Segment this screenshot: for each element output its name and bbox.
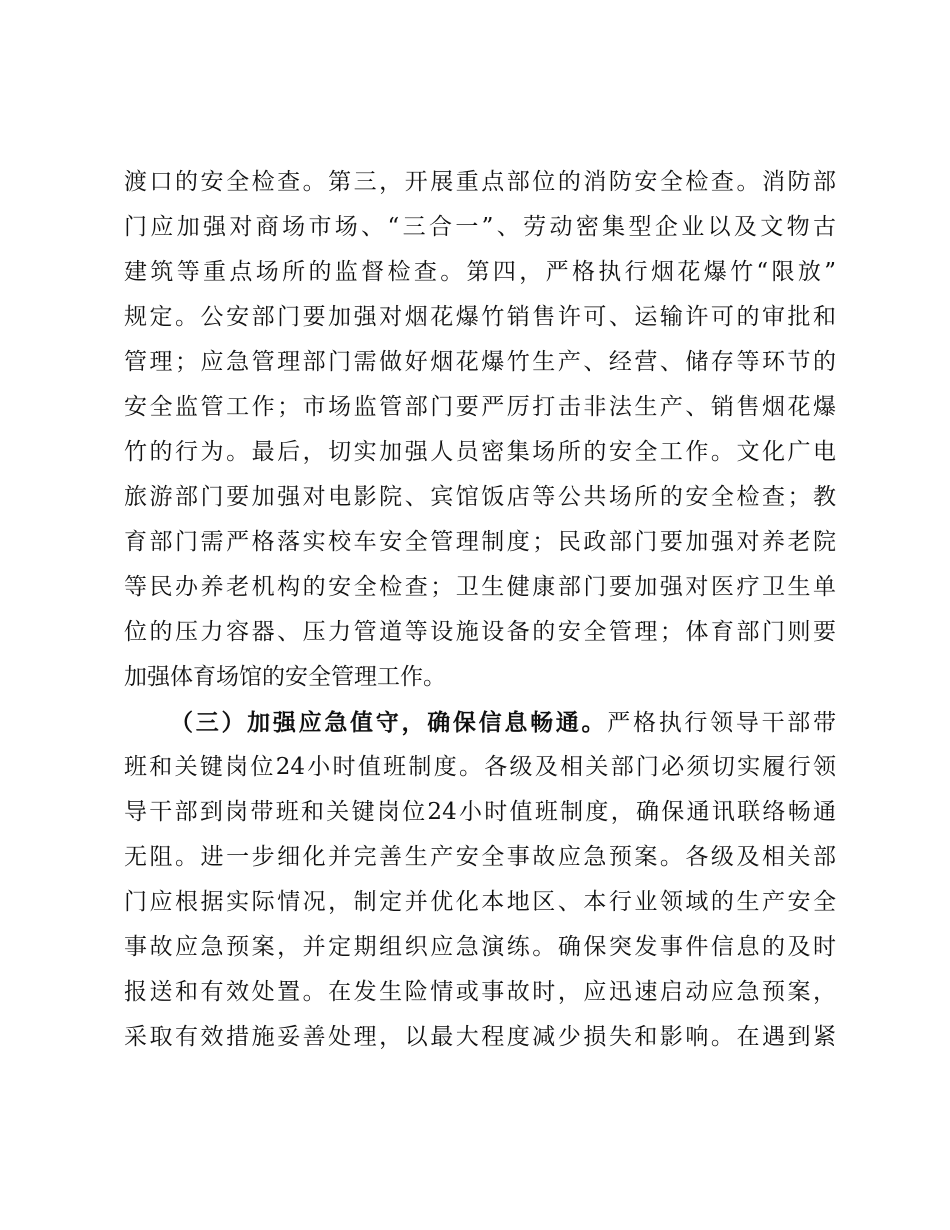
text-line: 门应根据实际情况，制定并优化本地区、本行业领域的生产安全 (124, 889, 836, 915)
text-line: 班和关键岗位24小时值班制度。各级及相关部门必须切实履行领 (124, 754, 836, 780)
text-line: 采取有效措施妥善处理，以最大程度减少损失和影响。在遇到紧 (124, 1024, 836, 1050)
text-line: 管理；应急管理部门需做好烟花爆竹生产、经营、储存等环节的 (124, 349, 836, 375)
text-line: 渡口的安全检查。第三，开展重点部位的消防安全检查。消防部 (124, 169, 836, 195)
paragraph-2-first-line (124, 700, 836, 745)
paragraph-1 (124, 160, 836, 700)
text-line: 报送和有效处置。在发生险情或事故时，应迅速启动应急预案， (124, 979, 836, 1005)
document-body (124, 160, 836, 1060)
paragraph-2 (124, 700, 836, 1060)
section-heading: （三）加强应急值守，确保信息畅通。 (170, 709, 608, 736)
text-line: 建筑等重点场所的监督检查。第四，严格执行烟花爆竹“限放” (124, 259, 836, 285)
text-line: 无阻。进一步细化并完善生产安全事故应急预案。各级及相关部 (124, 844, 836, 870)
text-line: 位的压力容器、压力管道等设施设备的安全管理；体育部门则要 (124, 619, 836, 645)
text-line: 安全监管工作；市场监管部门要严厉打击非法生产、销售烟花爆 (124, 394, 836, 420)
text-line: 门应加强对商场市场、“三合一”、劳动密集型企业以及文物古 (124, 214, 836, 240)
text-line: 等民办养老机构的安全检查；卫生健康部门要加强对医疗卫生单 (124, 574, 836, 600)
text-line: 规定。公安部门要加强对烟花爆竹销售许可、运输许可的审批和 (124, 304, 836, 330)
text-line: 育部门需严格落实校车安全管理制度；民政部门要加强对养老院 (124, 529, 836, 555)
text-line: 事故应急预案，并定期组织应急演练。确保突发事件信息的及时 (124, 934, 836, 960)
text-line: 加强体育场馆的安全管理工作。 (124, 664, 446, 690)
heading-line-text: 严格执行领导干部带 (607, 710, 836, 736)
text-line: 旅游部门要加强对电影院、宾馆饭店等公共场所的安全检查；教 (124, 484, 836, 510)
text-line: 竹的行为。最后，切实加强人员密集场所的安全工作。文化广电 (124, 439, 836, 465)
text-line: 导干部到岗带班和关键岗位24小时值班制度，确保通讯联络畅通 (124, 799, 836, 825)
